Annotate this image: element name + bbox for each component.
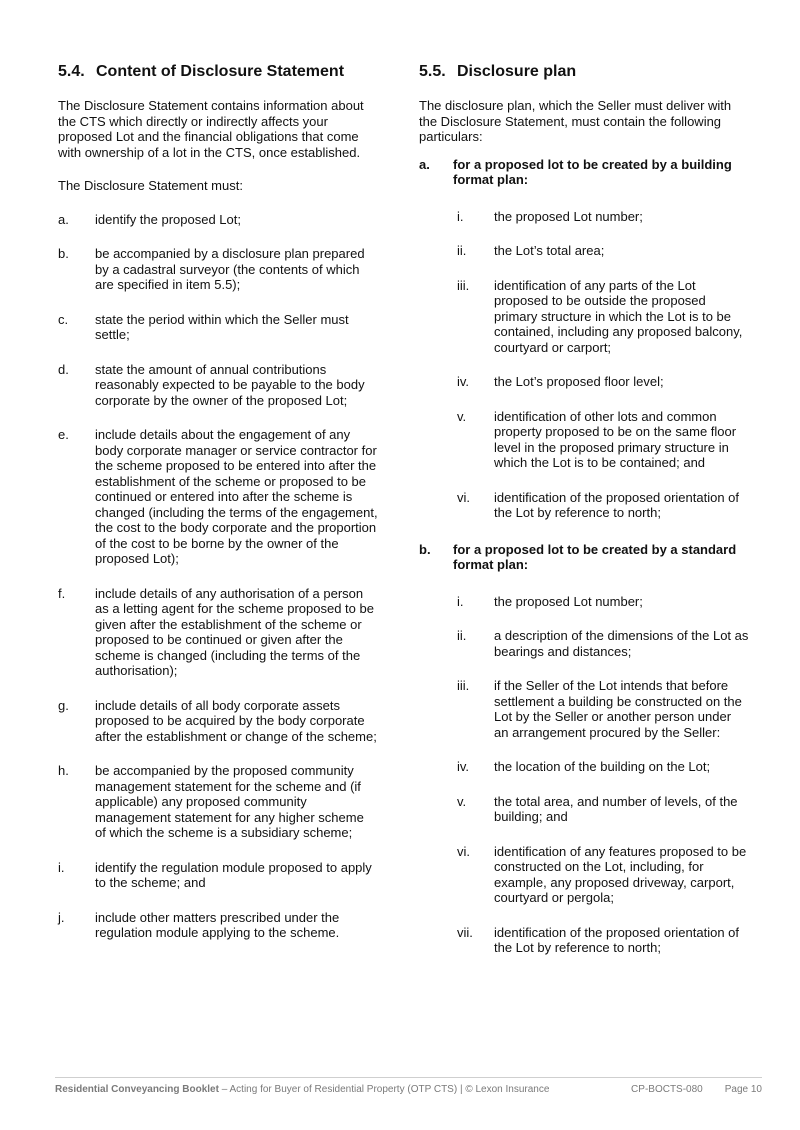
list-marker: f. <box>58 585 66 601</box>
list-marker: a. <box>58 211 69 227</box>
section-number: 5.4. <box>58 63 85 80</box>
page-footer <box>55 1077 762 1095</box>
list-item <box>457 844 749 906</box>
list-item <box>457 409 749 471</box>
requirements-list <box>58 212 378 941</box>
list-marker: iv. <box>457 759 470 774</box>
list-text: include details of any authorisation of a person as a letting agent for the scheme proposed to be given after the establishment of the scheme or proposed to be continued or given after the scheme is changed (including the terms of the authorisation); <box>95 585 374 678</box>
list-text: include details of all body corporate assets proposed to be acquired by the body corporate after the establishment or change of the scheme; <box>95 697 377 744</box>
list-text: include details about the engagement of any body corporate manager or service contractor for the scheme proposed to be entered into after the establishment of the scheme or proposed to be continued or entered into after the scheme is changed (including the terms of the engagement, the cost to the body corporate and the proportion of the cost to be borne by the owner of the proposed Lot); <box>95 427 378 566</box>
list-marker: j. <box>58 909 65 925</box>
group-marker: b. <box>419 541 431 557</box>
intro-paragraph: The Disclosure Statement contains information about the CTS which directly or indirectly affects your proposed Lot and the financial obligations that come with ownership of a lot in the CTS, once established. <box>58 98 364 160</box>
footer-booklet-name: Residential Conveyancing Booklet <box>55 1084 219 1095</box>
list-item <box>457 794 749 825</box>
list-text: identification of any features proposed to be constructed on the Lot, including, for example, any proposed driveway, carport, courtyard or pergola; <box>494 843 747 905</box>
list-marker: iii. <box>457 678 470 693</box>
list-text: include other matters prescribed under the regulation module applying to the scheme. <box>95 909 340 940</box>
list-marker: b. <box>58 246 69 261</box>
list-item <box>457 209 749 225</box>
section-title: Disclosure plan <box>457 63 577 80</box>
group-heading <box>419 542 749 573</box>
list-text: identification of the proposed orientation of the Lot by reference to north; <box>494 924 740 955</box>
list-text: identification of any parts of the Lot proposed to be outside the proposed primary structure in which the Lot is to be contained, including any proposed balcony, courtyard or carport; <box>494 277 743 355</box>
list-item <box>457 243 749 259</box>
list-text: the Lot’s total area; <box>494 243 605 258</box>
list-item <box>58 860 378 891</box>
building-format-group <box>419 157 749 521</box>
section-5-5 <box>419 62 749 977</box>
list-marker: e. <box>58 427 69 442</box>
building-format-list <box>457 209 749 521</box>
list-text: identification of other lots and common property proposed to be on the same floor level in the proposed primary structure in which the Lot is to be contained; and <box>494 408 737 470</box>
list-item <box>457 490 749 521</box>
list-text: be accompanied by a disclosure plan prepared by a cadastral surveyor (the contents of which are specified in item 5.5); <box>95 246 365 292</box>
list-marker: iii. <box>457 277 470 293</box>
list-marker: d. <box>58 361 69 377</box>
intro-paragraph: The disclosure plan, which the Seller must deliver with the Disclosure Statement, must contain the following particulars: <box>419 98 732 144</box>
list-marker: v. <box>457 408 467 424</box>
section-number: 5.5. <box>419 63 446 80</box>
list-item <box>58 586 378 679</box>
section-5-4 <box>58 62 378 960</box>
list-marker: iv. <box>457 374 470 389</box>
section-heading <box>419 62 749 82</box>
list-text: be accompanied by the proposed community management statement for the scheme and (if applicable) any proposed community management statement for any higher scheme of which the scheme is a subsidiary scheme; <box>95 763 364 840</box>
list-text: state the period within which the Seller must settle; <box>95 311 349 342</box>
list-text: the proposed Lot number; <box>494 593 643 609</box>
section-heading <box>58 62 378 82</box>
list-marker: c. <box>58 311 69 327</box>
list-text: state the amount of annual contributions reasonably expected to be payable to the body corporate by the owner of the proposed Lot; <box>95 361 365 408</box>
standard-format-group <box>419 542 749 956</box>
footer-doc-code: CP-BOCTS-080 <box>631 1084 703 1095</box>
list-marker: h. <box>58 763 69 778</box>
list-marker: ii. <box>457 628 467 643</box>
footer-meta <box>609 1084 762 1095</box>
lead-paragraph: The Disclosure Statement must: <box>58 178 243 193</box>
list-item <box>58 763 378 841</box>
list-text: if the Seller of the Lot intends that before settlement a building be constructed on the Lot by the Seller or another person under an arrangement procured by the Seller: <box>494 678 742 740</box>
list-text: identify the regulation module proposed to apply to the scheme; and <box>95 859 372 890</box>
list-item <box>457 278 749 356</box>
list-item <box>457 374 749 390</box>
list-item <box>58 698 378 745</box>
list-item <box>58 910 378 941</box>
standard-format-list <box>457 594 749 956</box>
list-item <box>457 594 749 610</box>
footer-title <box>55 1084 549 1095</box>
group-title: for a proposed lot to be created by a standard format plan: <box>453 541 737 572</box>
list-item <box>58 212 378 228</box>
list-text: the Lot’s proposed floor level; <box>494 374 664 389</box>
list-marker: i. <box>58 859 65 875</box>
list-marker: v. <box>457 793 467 809</box>
page-number: Page 10 <box>724 1084 762 1095</box>
list-item <box>457 759 749 775</box>
group-marker: a. <box>419 156 430 172</box>
list-marker: vi. <box>457 843 470 859</box>
list-item <box>58 246 378 293</box>
footer-subtitle: – Acting for Buyer of Residential Property (OTP CTS) | © Lexon Insurance <box>218 1084 550 1095</box>
group-title: for a proposed lot to be created by a building format plan: <box>453 156 732 187</box>
list-text: the location of the building on the Lot; <box>494 759 711 774</box>
list-item <box>457 628 749 659</box>
section-title: Content of Disclosure Statement <box>96 63 345 80</box>
group-heading <box>419 157 749 188</box>
list-text: identify the proposed Lot; <box>95 211 241 227</box>
list-marker: vi. <box>457 489 470 505</box>
list-item <box>58 427 378 567</box>
list-item <box>457 925 749 956</box>
list-marker: ii. <box>457 243 467 258</box>
list-text: the proposed Lot number; <box>494 208 643 224</box>
list-item <box>58 362 378 409</box>
list-marker: vii. <box>457 924 473 940</box>
list-item <box>457 678 749 740</box>
list-item <box>58 312 378 343</box>
list-marker: g. <box>58 697 69 713</box>
list-marker: i. <box>457 593 464 609</box>
list-text: a description of the dimensions of the Lot as bearings and distances; <box>494 628 749 659</box>
list-text: identification of the proposed orientation of the Lot by reference to north; <box>494 489 740 520</box>
list-marker: i. <box>457 208 464 224</box>
list-text: the total area, and number of levels, of the building; and <box>494 793 738 824</box>
